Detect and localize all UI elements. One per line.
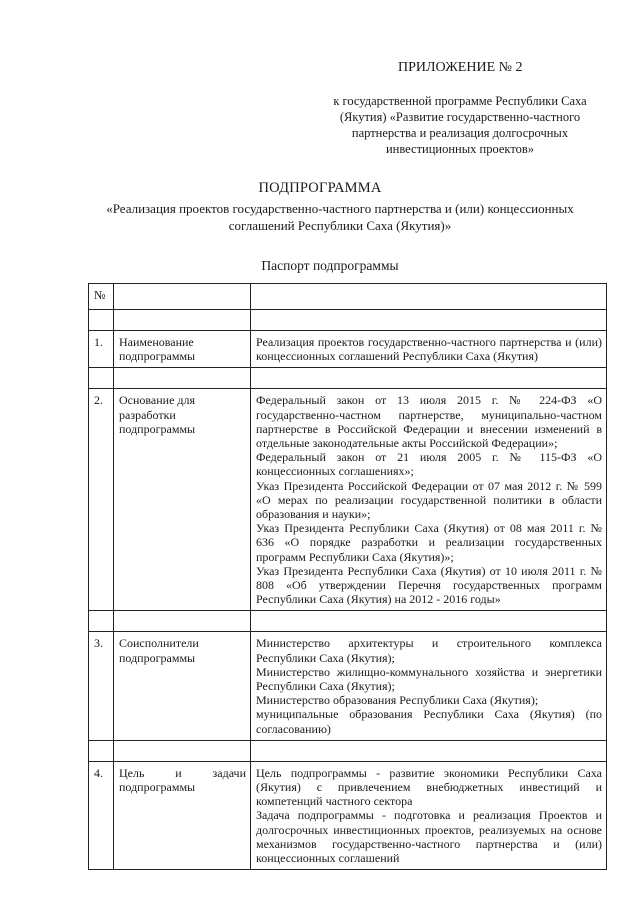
subprogram-title: ПОДПРОГРАММА <box>258 180 382 196</box>
content-paragraph: Федеральный закон от 13 июля 2015 г. № 224-ФЗ «О государственно-частном партнерстве, муниципально-частном партнерстве в Российской Федерации и внесении изменений в отдельные законодательные акты Российской Федерации»; <box>256 393 602 451</box>
table-header-row <box>89 284 607 310</box>
appendix-reference: к государственной программе Республики Саха (Якутия) «Развитие государственно-частного партнерства и реализация долгосрочных инвестиционных проектов» <box>333 94 587 156</box>
passport-table <box>88 283 607 870</box>
passport-title: Паспорт подпрограммы <box>261 258 399 273</box>
row-content <box>251 389 607 611</box>
table-row <box>89 761 607 869</box>
content-paragraph: Реализация проектов государственно-частного партнерства и (или) концессионных соглашений Республики Саха (Якутия) <box>256 335 602 364</box>
row-number: 1. <box>89 331 114 368</box>
row-number: 2. <box>89 389 114 611</box>
header-content-cell <box>251 284 607 310</box>
row-content <box>251 331 607 368</box>
content-paragraph: Министерство образования Республики Саха (Якутия); <box>256 693 539 708</box>
row-name: Основание для разработки подпрограммы <box>114 389 251 611</box>
row-name: Цель и задачи подпрограммы <box>114 761 251 869</box>
row-number: 4. <box>89 761 114 869</box>
content-paragraph: Указ Президента Республики Саха (Якутия) от 10 июля 2011 г. № 808 «Об утверждении Перечня государственных программ Республики Саха (Якутия) на 2012 - 2016 годы» <box>256 563 602 607</box>
table-row <box>89 632 607 740</box>
spacer-row <box>89 368 607 389</box>
content-paragraph: Цель подпрограммы - развитие экономики Республики Саха (Якутия) с привлечением внебюджетных инвестиций и компетенций частного сектора <box>256 765 602 809</box>
header-num-cell: № <box>89 284 114 310</box>
table-row <box>89 331 607 368</box>
content-paragraph: Министерство архитектуры и строительного комплекса Республики Саха (Якутия); <box>256 636 602 665</box>
content-paragraph: Указ Президента Российской Федерации от 07 мая 2012 г. № 599 «О мерах по реализации государственной политики в области образования и науки»; <box>256 478 602 522</box>
header-name-cell <box>114 284 251 310</box>
table-row <box>89 389 607 611</box>
row-name: Наименование подпрограммы <box>114 331 251 368</box>
appendix-title: ПРИЛОЖЕНИЕ № 2 <box>398 60 523 75</box>
spacer-row <box>89 611 607 632</box>
spacer-row <box>89 740 607 761</box>
subprogram-name: «Реализация проектов государственно-частного партнерства и (или) концессионных соглашений Республики Саха (Якутия)» <box>106 201 574 233</box>
row-content <box>251 632 607 740</box>
content-paragraph: муниципальные образования Республики Саха (Якутия) (по согласованию) <box>256 707 602 736</box>
row-name: Соисполнители подпрограммы <box>114 632 251 740</box>
content-paragraph: Задача подпрограммы - подготовка и реализация Проектов и долгосрочных инвестиционных проектов, реализуемых на основе механизмов государственно-частного партнерства и (или) концессионных соглашений <box>256 808 602 866</box>
spacer-row <box>89 310 607 331</box>
content-paragraph: Указ Президента Республики Саха (Якутия) от 08 мая 2011 г. № 636 «О порядке разработки и реализации государственных программ Республики Саха (Якутия)»; <box>256 521 602 564</box>
content-paragraph: Федеральный закон от 21 июля 2005 г. № 115-ФЗ «О концессионных соглашениях»; <box>256 450 602 479</box>
content-paragraph: Министерство жилищно-коммунального хозяйства и энергетики Республики Саха (Якутия); <box>256 664 602 694</box>
row-content <box>251 761 607 869</box>
row-number: 3. <box>89 632 114 740</box>
